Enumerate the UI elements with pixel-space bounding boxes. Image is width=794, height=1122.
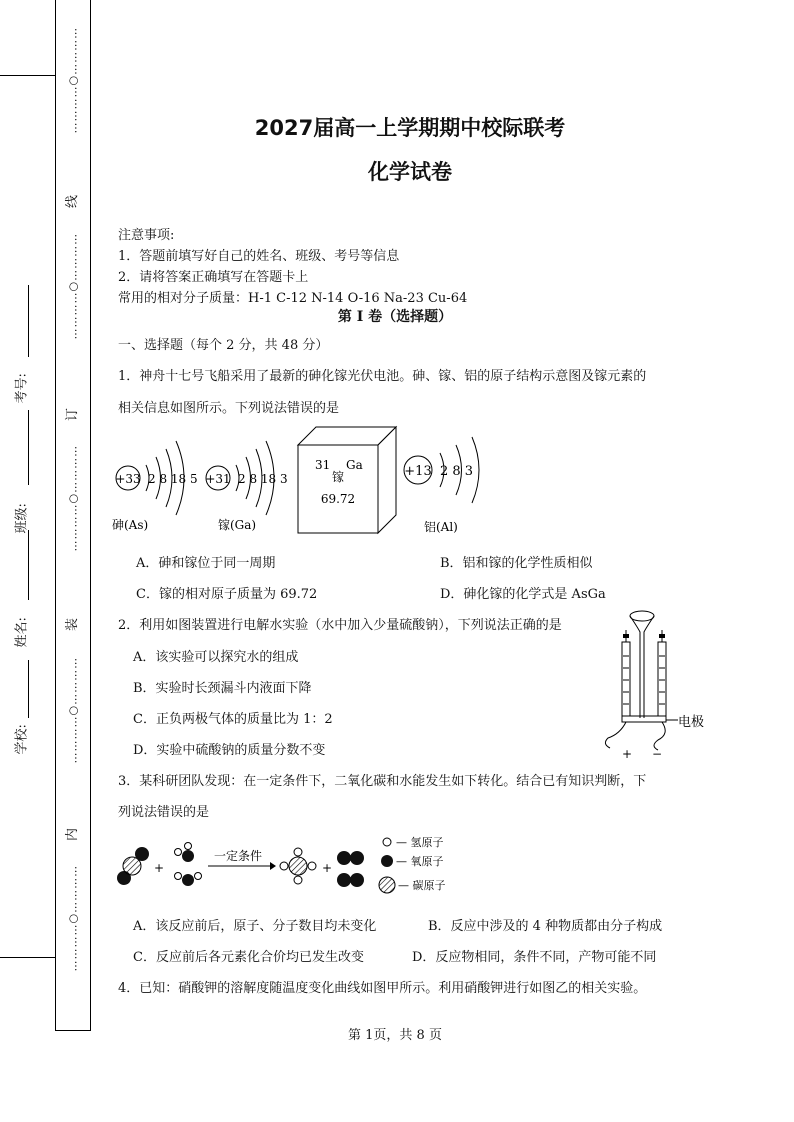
o2-molecule-bottom	[337, 873, 364, 887]
atom-legend	[379, 835, 446, 893]
q3-option-a[interactable]: A．该反应前后，原子、分子数目均未变化	[133, 919, 377, 934]
exam-no-underline[interactable]	[28, 285, 29, 357]
q1-option-c[interactable]: C．镓的相对原子质量为 69.72	[136, 587, 318, 602]
legend-hydrogen: — 氢原子	[396, 836, 444, 849]
school-label: 学校:	[14, 724, 30, 755]
legend-carbon: — 碳原子	[398, 879, 446, 892]
al-label: 铝(Al)	[424, 520, 458, 534]
binding-bottom-line	[55, 1030, 91, 1031]
q3-plus-1: +	[154, 861, 165, 875]
notes-item-2: 2．请将答案正确填写在答题卡上	[118, 270, 309, 285]
page-number: 第 1页，共 8 页	[348, 1028, 442, 1043]
q4-stem: 4．已知：硝酸钾的溶解度随温度变化曲线如图甲所示。利用硝酸钾进行如图乙的相关实验。	[118, 981, 647, 996]
seal-char-nei: 内	[65, 827, 81, 842]
q3-option-b[interactable]: B．反应中涉及的 4 种物质都由分子构成	[428, 919, 663, 934]
binding-inner-line	[90, 0, 91, 1030]
al-atom-diagram	[404, 437, 479, 534]
q2-option-c[interactable]: C．正负两极气体的质量比为 1：2	[133, 712, 333, 727]
q3-reaction-figure	[112, 830, 472, 896]
negative-terminal: −	[652, 747, 663, 761]
seal-dots-1: …………○…………	[66, 26, 80, 134]
class-label: 班级:	[14, 503, 30, 534]
ga-label: 镓(Ga)	[218, 518, 257, 532]
q1-stem-line1: 1．神舟十七号飞船采用了最新的砷化镓光伏电池。砷、镓、铝的原子结构示意图及镓元素的	[118, 369, 647, 384]
seal-char-ding: 订	[65, 407, 81, 422]
q1-option-b[interactable]: B．铝和镓的化学性质相似	[440, 556, 593, 571]
seal-dots-2: …………○…………	[66, 232, 80, 340]
exam-no-label: 考号:	[14, 373, 30, 404]
cell-number: 31	[315, 458, 331, 472]
info-box-bottom	[0, 957, 55, 958]
q2-option-b[interactable]: B．实验时长颈漏斗内液面下降	[133, 681, 312, 696]
q1-figure	[110, 425, 510, 537]
cell-symbol: Ga	[346, 458, 363, 472]
info-box-top	[0, 75, 55, 76]
as-nucleus: +33	[115, 472, 141, 486]
q2-stem: 2．利用如图装置进行电解水实验（水中加入少量硫酸钠），下列说法正确的是	[118, 618, 562, 633]
q3-plus-2: +	[322, 861, 333, 875]
binding-outer-line	[55, 0, 56, 1030]
seal-char-xian: 线	[65, 194, 81, 209]
ga-element-cell	[298, 427, 396, 533]
electrode-label: 电极	[678, 715, 705, 730]
q3-stem-line2: 列说法错误的是	[118, 805, 210, 820]
seal-char-zhuang: 装	[65, 617, 81, 632]
q3-option-d[interactable]: D．反应物相同，条件不同，产物可能不同	[412, 950, 657, 965]
h2o-molecule-top	[175, 843, 195, 863]
al-nucleus: +13	[404, 464, 432, 479]
co2-molecule	[117, 847, 149, 885]
cell-name: 镓	[331, 470, 345, 484]
q1-option-a[interactable]: A．砷和镓位于同一周期	[136, 556, 276, 571]
q2-option-d[interactable]: D．实验中硫酸钠的质量分数不变	[133, 743, 326, 758]
name-label: 姓名:	[14, 617, 30, 648]
class-underline[interactable]	[28, 410, 29, 485]
h2o-molecule-bottom	[175, 873, 202, 887]
cell-mass: 69.72	[320, 492, 356, 506]
ga-atom-diagram	[205, 441, 287, 532]
part-heading: 一、选择题（每个 2 分，共 48 分）	[118, 338, 329, 353]
q1-option-d[interactable]: D．砷化镓的化学式是 AsGa	[440, 587, 606, 602]
q3-option-c[interactable]: C．反应前后各元素化合价均已发生改变	[133, 950, 364, 965]
al-shells: 2 8 3	[440, 464, 474, 479]
ga-nucleus: +31	[205, 472, 231, 486]
volume-heading: 第 I 卷（选择题）	[337, 309, 453, 325]
as-label: 砷(As)	[112, 518, 149, 532]
seal-dots-4: …………○…………	[66, 656, 80, 764]
seal-dots-5: …………○…………	[66, 864, 80, 972]
as-shells: 2 8 18 5	[148, 472, 198, 486]
seal-dots-3: …………○…………	[66, 444, 80, 552]
positive-terminal: +	[622, 747, 633, 761]
name-underline[interactable]	[28, 530, 29, 600]
notes-heading: 注意事项:	[118, 228, 175, 243]
q1-stem-line2: 相关信息如图所示。下列说法错误的是	[118, 401, 340, 416]
school-underline[interactable]	[28, 660, 29, 718]
q2-option-a[interactable]: A．该实验可以探究水的组成	[133, 650, 299, 665]
q3-stem-line1: 3．某科研团队发现：在一定条件下，二氧化碳和水能发生如下转化。结合已有知识判断，下	[118, 774, 647, 789]
o2-molecule-top	[337, 851, 364, 865]
atomic-masses: 常用的相对分子质量：H-1 C-12 N-14 O-16 Na-23 Cu-64	[118, 291, 468, 306]
legend-oxygen: — 氧原子	[396, 855, 444, 868]
as-atom-diagram	[112, 441, 198, 532]
reaction-condition: 一定条件	[214, 849, 263, 863]
ch4-molecule	[280, 848, 316, 884]
exam-title: 2027届高一上学期期中校际联考	[254, 116, 566, 140]
notes-item-1: 1．答题前填写好自己的姓名、班级、考号等信息	[118, 249, 400, 264]
subject-title: 化学试卷	[368, 160, 452, 184]
electrolysis-apparatus	[598, 606, 718, 762]
ga-shells: 2 8 18 3	[238, 472, 288, 486]
